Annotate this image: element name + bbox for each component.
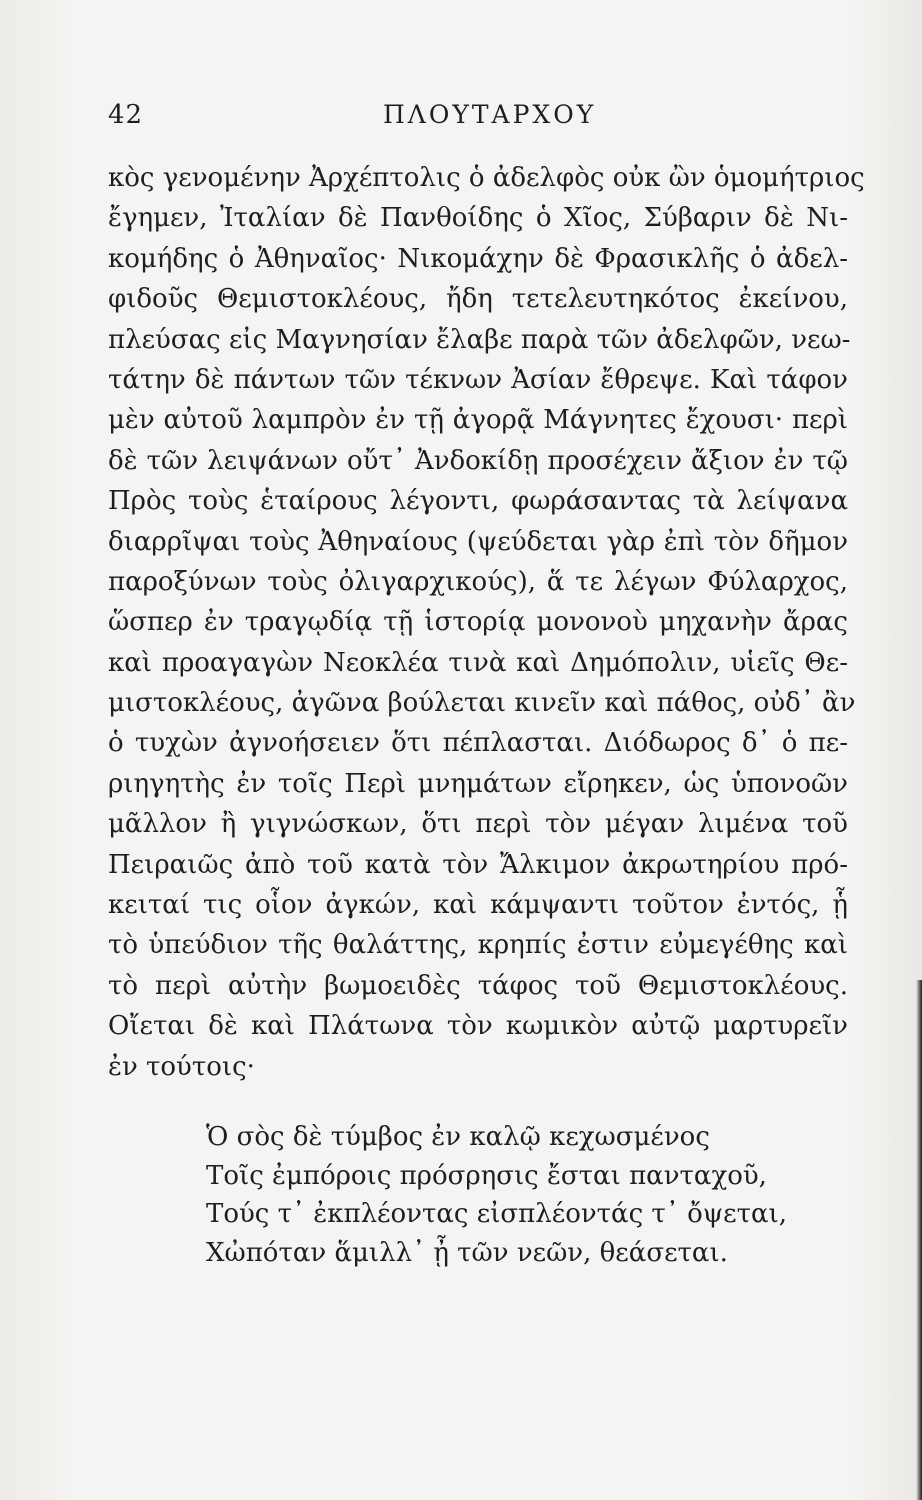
- prose-line: ἐν τούτοις·: [108, 1051, 255, 1082]
- prose-line: μὲν αὐτοῦ λαμπρὸν ἐν τῇ ἀγορᾷ Μάγνητες ἔχουσι· περὶ: [108, 405, 848, 436]
- prose-line: Πειραιῶς ἀπὸ τοῦ κατὰ τὸν Ἄλκιμον ἀκρωτηρίου πρό-: [108, 849, 848, 880]
- verse-line: Χὠπόταν ἅμιλλ᾽ ᾖ τῶν νεῶν, θεάσεται.: [206, 1237, 728, 1268]
- prose-line: παροξύνων τοὺς ὀλιγαρχικούς), ἅ τε λέγων Φύλαρχος,: [108, 566, 848, 597]
- running-title: ΠΛΟΥΤΑΡΧΟΥ: [383, 100, 597, 129]
- prose-line: κὸς γενομένην Ἀρχέπτολις ὁ ἀδελφὸς οὐκ ὢν ὁμομήτριος: [108, 163, 865, 193]
- prose-line: ὥσπερ ἐν τραγῳδίᾳ τῇ ἱστορίᾳ μονονοὺ μηχανὴν ἄρας: [108, 607, 848, 638]
- prose-line: ἔγημεν, Ἰταλίαν δὲ Πανθοίδης ὁ Χῖος, Σύβαριν δὲ Νι-: [108, 203, 848, 234]
- prose-line: τὸ ὑπεύδιον τῆς θαλάττης, κρηπίς ἐστιν εὐμεγέθης καὶ: [108, 930, 848, 961]
- page-number: 42: [108, 100, 144, 130]
- prose-line: κειταί τις οἷον ἀγκών, καὶ κάμψαντι τοῦτον ἐντός, ᾗ: [108, 890, 848, 921]
- prose-line: φιδοῦς Θεμιστοκλέους, ἤδη τετελευτηκότος ἐκείνου,: [108, 284, 848, 315]
- prose-line: μᾶλλον ἢ γιγνώσκων, ὅτι περὶ τὸν μέγαν λιμένα τοῦ: [108, 809, 848, 840]
- page-header: [0, 0, 922, 140]
- prose-line: καὶ προαγαγὼν Νεοκλέα τινὰ καὶ Δημόπολιν, υἱεῖς Θε-: [108, 647, 848, 678]
- prose-line: ὁ τυχὼν ἀγνοήσειεν ὅτι πέπλασται. Διόδωρος δ᾽ ὁ πε-: [108, 728, 848, 759]
- prose-line: δὲ τῶν λειψάνων οὔτ᾽ Ἀνδοκίδῃ προσέχειν ἄξιον ἐν τῷ: [108, 445, 848, 476]
- prose-line: Οἴεται δὲ καὶ Πλάτωνα τὸν κωμικὸν αὐτῷ μαρτυρεῖν: [108, 1011, 848, 1042]
- prose-block: [108, 158, 865, 1087]
- page-edge-shadow: [916, 980, 922, 1500]
- prose-line: κομήδης ὁ Ἀθηναῖος· Νικομάχην δὲ Φρασικλῆς ὁ ἀδελ-: [108, 243, 848, 274]
- verse-line: Ὁ σὸς δὲ τύμβος ἐν καλῷ κεχωσμένος: [206, 1122, 710, 1152]
- prose-line: πλεύσας εἰς Μαγνησίαν ἔλαβε παρὰ τῶν ἀδελφῶν, νεω-: [108, 324, 851, 355]
- prose-line: τάτην δὲ πάντων τῶν τέκνων Ἀσίαν ἔθρεψε. Καὶ τάφον: [108, 364, 848, 395]
- prose-line: διαρρῖψαι τοὺς Ἀθηναίους (ψεύδεται γὰρ ἐπὶ τὸν δῆμον: [108, 526, 848, 557]
- prose-line: μιστοκλέους, ἀγῶνα βούλεται κινεῖν καὶ πάθος, οὐδ᾽ ἂν: [108, 688, 856, 719]
- prose-line: τὸ περὶ αὐτὴν βωμοειδὲς τάφος τοῦ Θεμιστοκλέους.: [108, 970, 848, 1001]
- prose-line: Πρὸς τοὺς ἑταίρους λέγοντι, φωράσαντας τὰ λείψανα: [108, 486, 848, 517]
- verse-line: Τοῖς ἐμπόροις πρόσρησις ἔσται πανταχοῦ,: [206, 1160, 767, 1191]
- verse-block: [206, 1118, 826, 1272]
- prose-line: ριηγητὴς ἐν τοῖς Περὶ μνημάτων εἴρηκεν, ὡς ὑπονοῶν: [108, 768, 848, 799]
- verse-line: Τούς τ᾽ ἐκπλέοντας εἰσπλέοντάς τ᾽ ὄψεται,: [206, 1199, 787, 1229]
